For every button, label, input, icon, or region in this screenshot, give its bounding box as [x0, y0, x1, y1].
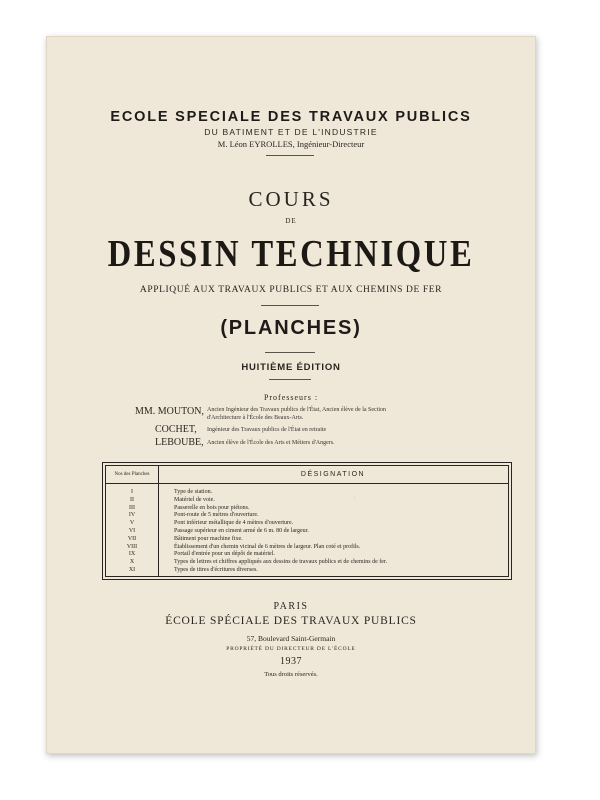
table-row: [106, 535, 508, 543]
divider-rule: [269, 379, 311, 380]
paper-speck: ·: [354, 496, 356, 501]
column-header-number: Nos des Planches: [106, 466, 159, 483]
table-row: [106, 519, 508, 527]
plate-number: IX: [128, 551, 136, 558]
plate-number: I: [131, 489, 133, 495]
edition-label: HUITIÈME ÉDITION: [241, 362, 341, 373]
school-subtitle: DU BATIMENT ET DE L'INDUSTRIE: [204, 127, 378, 137]
subtitle: APPLIQUÉ AUX TRAVAUX PUBLICS ET AUX CHEMINS DE FER: [139, 285, 443, 295]
professor-name: COCHET,: [155, 424, 197, 435]
rights-notice: Tous droits réservés.: [264, 671, 318, 678]
table-row: [106, 511, 508, 519]
professor-description: Ancien Ingénieur des Travaux publics de l'État, Ancien élève de la Section: [207, 407, 387, 413]
planches-label: (PLANCHES): [220, 317, 362, 339]
plate-number: II: [130, 496, 134, 503]
plate-number: V: [129, 520, 135, 527]
professor-name: MM. MOUTON,: [135, 406, 204, 417]
column-header-designation: DÉSIGNATION: [300, 471, 366, 478]
plate-designation: Types de titres d'écritures diverses.: [174, 567, 258, 573]
table-header: [106, 466, 508, 484]
plates-table: [102, 462, 512, 580]
plate-designation: Types de lettres et chiffres appliqués aux dessins de travaux publics et de chemins de fer.: [174, 559, 388, 566]
divider-rule: [261, 305, 319, 306]
publication-year: 1937: [280, 656, 302, 667]
course-label: COURS: [248, 187, 334, 211]
professors-heading: Professeurs :: [263, 393, 319, 402]
plate-number: X: [129, 559, 135, 566]
de-label: DE: [285, 217, 297, 225]
main-title: DESSIN TECHNIQUE: [107, 233, 475, 275]
plate-designation: Bâtiment pour machine fixe.: [174, 535, 243, 542]
professor-name: LEBOUBE,: [155, 437, 204, 448]
table-row: [106, 550, 508, 558]
divider-rule: [266, 155, 314, 156]
plate-designation: Passerelle en bois pour piétons.: [174, 504, 250, 511]
table-row: [106, 488, 508, 496]
table-row: [106, 558, 508, 566]
plate-designation: Pont-route de 5 mètres d'ouverture.: [174, 512, 259, 519]
school-name: ECOLE SPECIALE DES TRAVAUX PUBLICS: [110, 109, 472, 125]
plate-designation: Passage supérieur en ciment armé de 6 m. 80 de largeur.: [174, 528, 309, 534]
professor-description: Ingénieur des Travaux publics de l'État en retraite: [207, 427, 327, 433]
professor-description: d'Architecture à l'École des Beaux-Arts.: [207, 415, 304, 421]
plate-designation: Matériel de voie.: [174, 496, 215, 503]
plate-number: IV: [128, 512, 136, 519]
plate-number: XI: [128, 567, 136, 573]
publisher-address: 57, Boulevard Saint-Germain: [246, 634, 336, 643]
title-page: [46, 36, 536, 754]
publisher-name: ÉCOLE SPÉCIALE DES TRAVAUX PUBLICS: [165, 615, 417, 627]
plate-number: VII: [127, 535, 137, 542]
table-row: [106, 543, 508, 551]
ownership-note: PROPRIÉTÉ DU DIRECTEUR DE L'ÉCOLE: [226, 646, 356, 652]
table-row: [106, 504, 508, 512]
table-row: [106, 566, 508, 574]
plate-designation: Pont inférieur métallique de 4 mètres d'ouverture.: [174, 520, 294, 527]
plate-designation: Portail d'entrée pour un dépôt de matériel.: [174, 551, 275, 558]
plate-designation: Établissement d'un chemin vicinal de 6 mètres de largeur. Plan coté et profils.: [174, 543, 361, 550]
plate-designation: Type de station.: [174, 489, 213, 495]
divider-rule: [265, 352, 315, 353]
director-line: M. Léon EYROLLES, Ingénieur-Directeur: [217, 139, 365, 149]
plate-number: III: [129, 504, 135, 511]
city-label: PARIS: [273, 601, 309, 612]
table-row: [106, 496, 508, 504]
plate-number: VI: [128, 528, 136, 534]
plate-number: VIII: [126, 543, 138, 550]
table-row: [106, 527, 508, 535]
professor-description: Ancien élève de l'École des Arts et Métiers d'Angers.: [207, 440, 335, 446]
